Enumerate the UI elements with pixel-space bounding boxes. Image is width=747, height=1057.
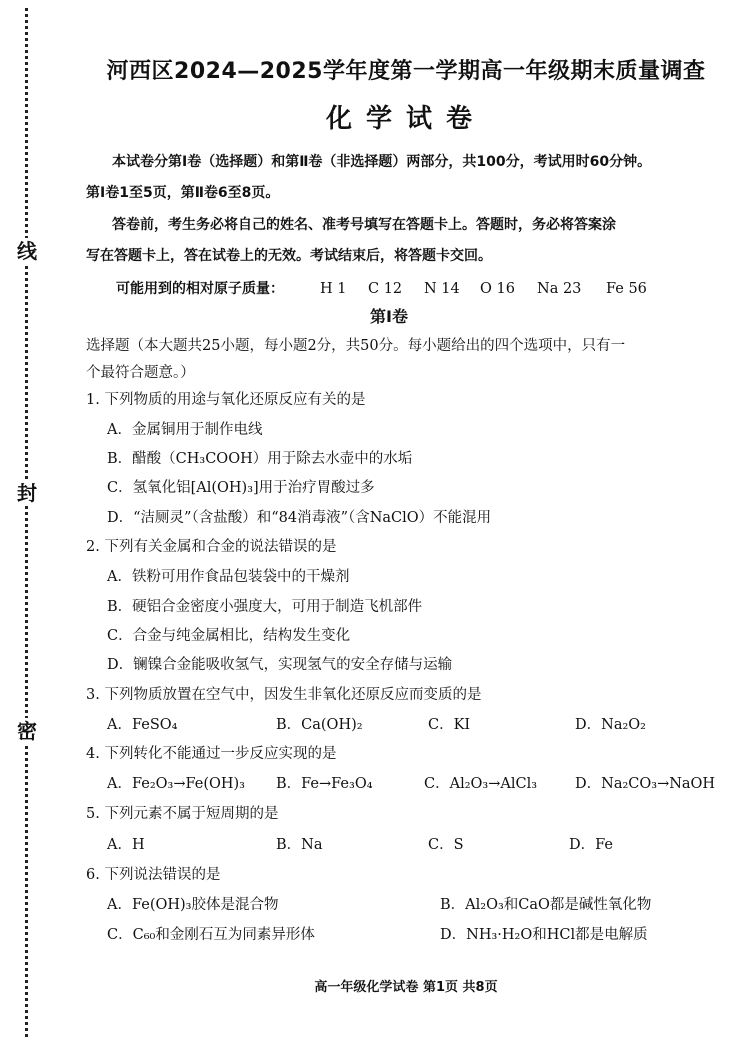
atomic-mass-n: N 14 bbox=[424, 281, 460, 297]
question-3-stem: 3. 下列物质放置在空气中，因发生非氧化还原反应而变质的是 bbox=[86, 687, 482, 703]
question-2-option-a: A．铁粉可用作食品包装袋中的干燥剂 bbox=[107, 569, 350, 585]
question-6-option-d: D．NH₃·H₂O和HCl都是电解质 bbox=[440, 927, 648, 943]
question-1-stem: 1. 下列物质的用途与氧化还原反应有关的是 bbox=[86, 392, 366, 408]
question-5-option-b: B．Na bbox=[276, 837, 323, 853]
atomic-mass-fe: Fe 56 bbox=[606, 281, 647, 297]
binding-line bbox=[12, 0, 40, 1057]
binding-char-mi: 密 bbox=[14, 718, 40, 744]
atomic-mass-label: 可能用到的相对原子质量： bbox=[116, 281, 284, 297]
question-3-option-c: C．KI bbox=[428, 717, 471, 733]
question-1-option-c: C．氢氧化铝[Al(OH)₃]用于治疗胃酸过多 bbox=[107, 480, 375, 496]
question-4-option-d: D．Na₂CO₃→NaOH bbox=[575, 776, 716, 792]
question-2-option-b: B．硬铝合金密度小强度大，可用于制造飞机部件 bbox=[107, 599, 423, 615]
question-4-option-b: B．Fe→Fe₃O₄ bbox=[276, 776, 373, 792]
atomic-mass-na: Na 23 bbox=[537, 281, 582, 297]
atomic-mass-o: O 16 bbox=[480, 281, 515, 297]
instructions-line-2: 第Ⅰ卷1至5页，第Ⅱ卷6至8页。 bbox=[86, 185, 280, 201]
question-6-option-b: B．Al₂O₃和CaO都是碱性氧化物 bbox=[440, 897, 652, 913]
question-1-option-d: D．“洁厕灵”（含盐酸）和“84消毒液”（含NaClO）不能混用 bbox=[107, 510, 492, 526]
binding-dotted-line bbox=[25, 8, 28, 1037]
question-2-option-d: D．镧镍合金能吸收氢气，实现氢气的安全存储与运输 bbox=[107, 657, 453, 673]
question-5-option-d: D．Fe bbox=[569, 837, 613, 853]
atomic-mass-c: C 12 bbox=[368, 281, 403, 297]
question-3-option-d: D．Na₂O₂ bbox=[575, 717, 646, 733]
exam-title: 河西区2024—2025学年度第一学期高一年级期末质量调查 bbox=[106, 59, 706, 84]
instructions-line-3: 答卷前，考生务必将自己的姓名、准考号填写在答题卡上。答题时，务必将答案涂 bbox=[112, 217, 616, 233]
part1-intro-1: 选择题（本大题共25小题，每小题2分，共50分。每小题给出的四个选项中，只有一 bbox=[86, 338, 626, 354]
question-6-stem: 6. 下列说法错误的是 bbox=[86, 867, 221, 883]
binding-char-xian: 线 bbox=[14, 238, 40, 264]
page-footer: 高一年级化学试卷 第1页 共8页 bbox=[314, 980, 498, 995]
question-2-stem: 2. 下列有关金属和合金的说法错误的是 bbox=[86, 539, 337, 555]
instructions-line-4: 写在答题卡上，答在试卷上的无效。考试结束后，将答题卡交回。 bbox=[86, 248, 492, 264]
question-6-option-a: A．Fe(OH)₃胶体是混合物 bbox=[107, 897, 279, 913]
question-4-option-a: A．Fe₂O₃→Fe(OH)₃ bbox=[107, 776, 245, 792]
part1-heading: 第Ⅰ卷 bbox=[370, 307, 408, 326]
question-5-stem: 5. 下列元素不属于短周期的是 bbox=[86, 806, 279, 822]
question-3-option-a: A．FeSO₄ bbox=[107, 717, 178, 733]
question-5-option-a: A．H bbox=[107, 837, 145, 853]
atomic-mass-h: H 1 bbox=[320, 281, 347, 297]
question-4-stem: 4. 下列转化不能通过一步反应实现的是 bbox=[86, 746, 337, 762]
question-4-option-c: C．Al₂O₃→AlCl₃ bbox=[424, 776, 538, 792]
question-1-option-a: A．金属铜用于制作电线 bbox=[107, 422, 263, 438]
question-5-option-c: C．S bbox=[428, 837, 464, 853]
question-3-option-b: B．Ca(OH)₂ bbox=[276, 717, 363, 733]
question-6-option-c: C．C₆₀和金刚石互为同素异形体 bbox=[107, 927, 315, 943]
binding-char-feng: 封 bbox=[14, 480, 40, 506]
part1-intro-2: 个最符合题意。） bbox=[86, 365, 195, 381]
exam-subject: 化学试卷 bbox=[325, 104, 486, 134]
question-2-option-c: C．合金与纯金属相比，结构发生变化 bbox=[107, 628, 351, 644]
instructions-line-1: 本试卷分第Ⅰ卷（选择题）和第Ⅱ卷（非选择题）两部分，共100分，考试用时60分钟。 bbox=[112, 154, 652, 170]
question-1-option-b: B．醋酸（CH₃COOH）用于除去水壶中的水垢 bbox=[107, 451, 413, 467]
